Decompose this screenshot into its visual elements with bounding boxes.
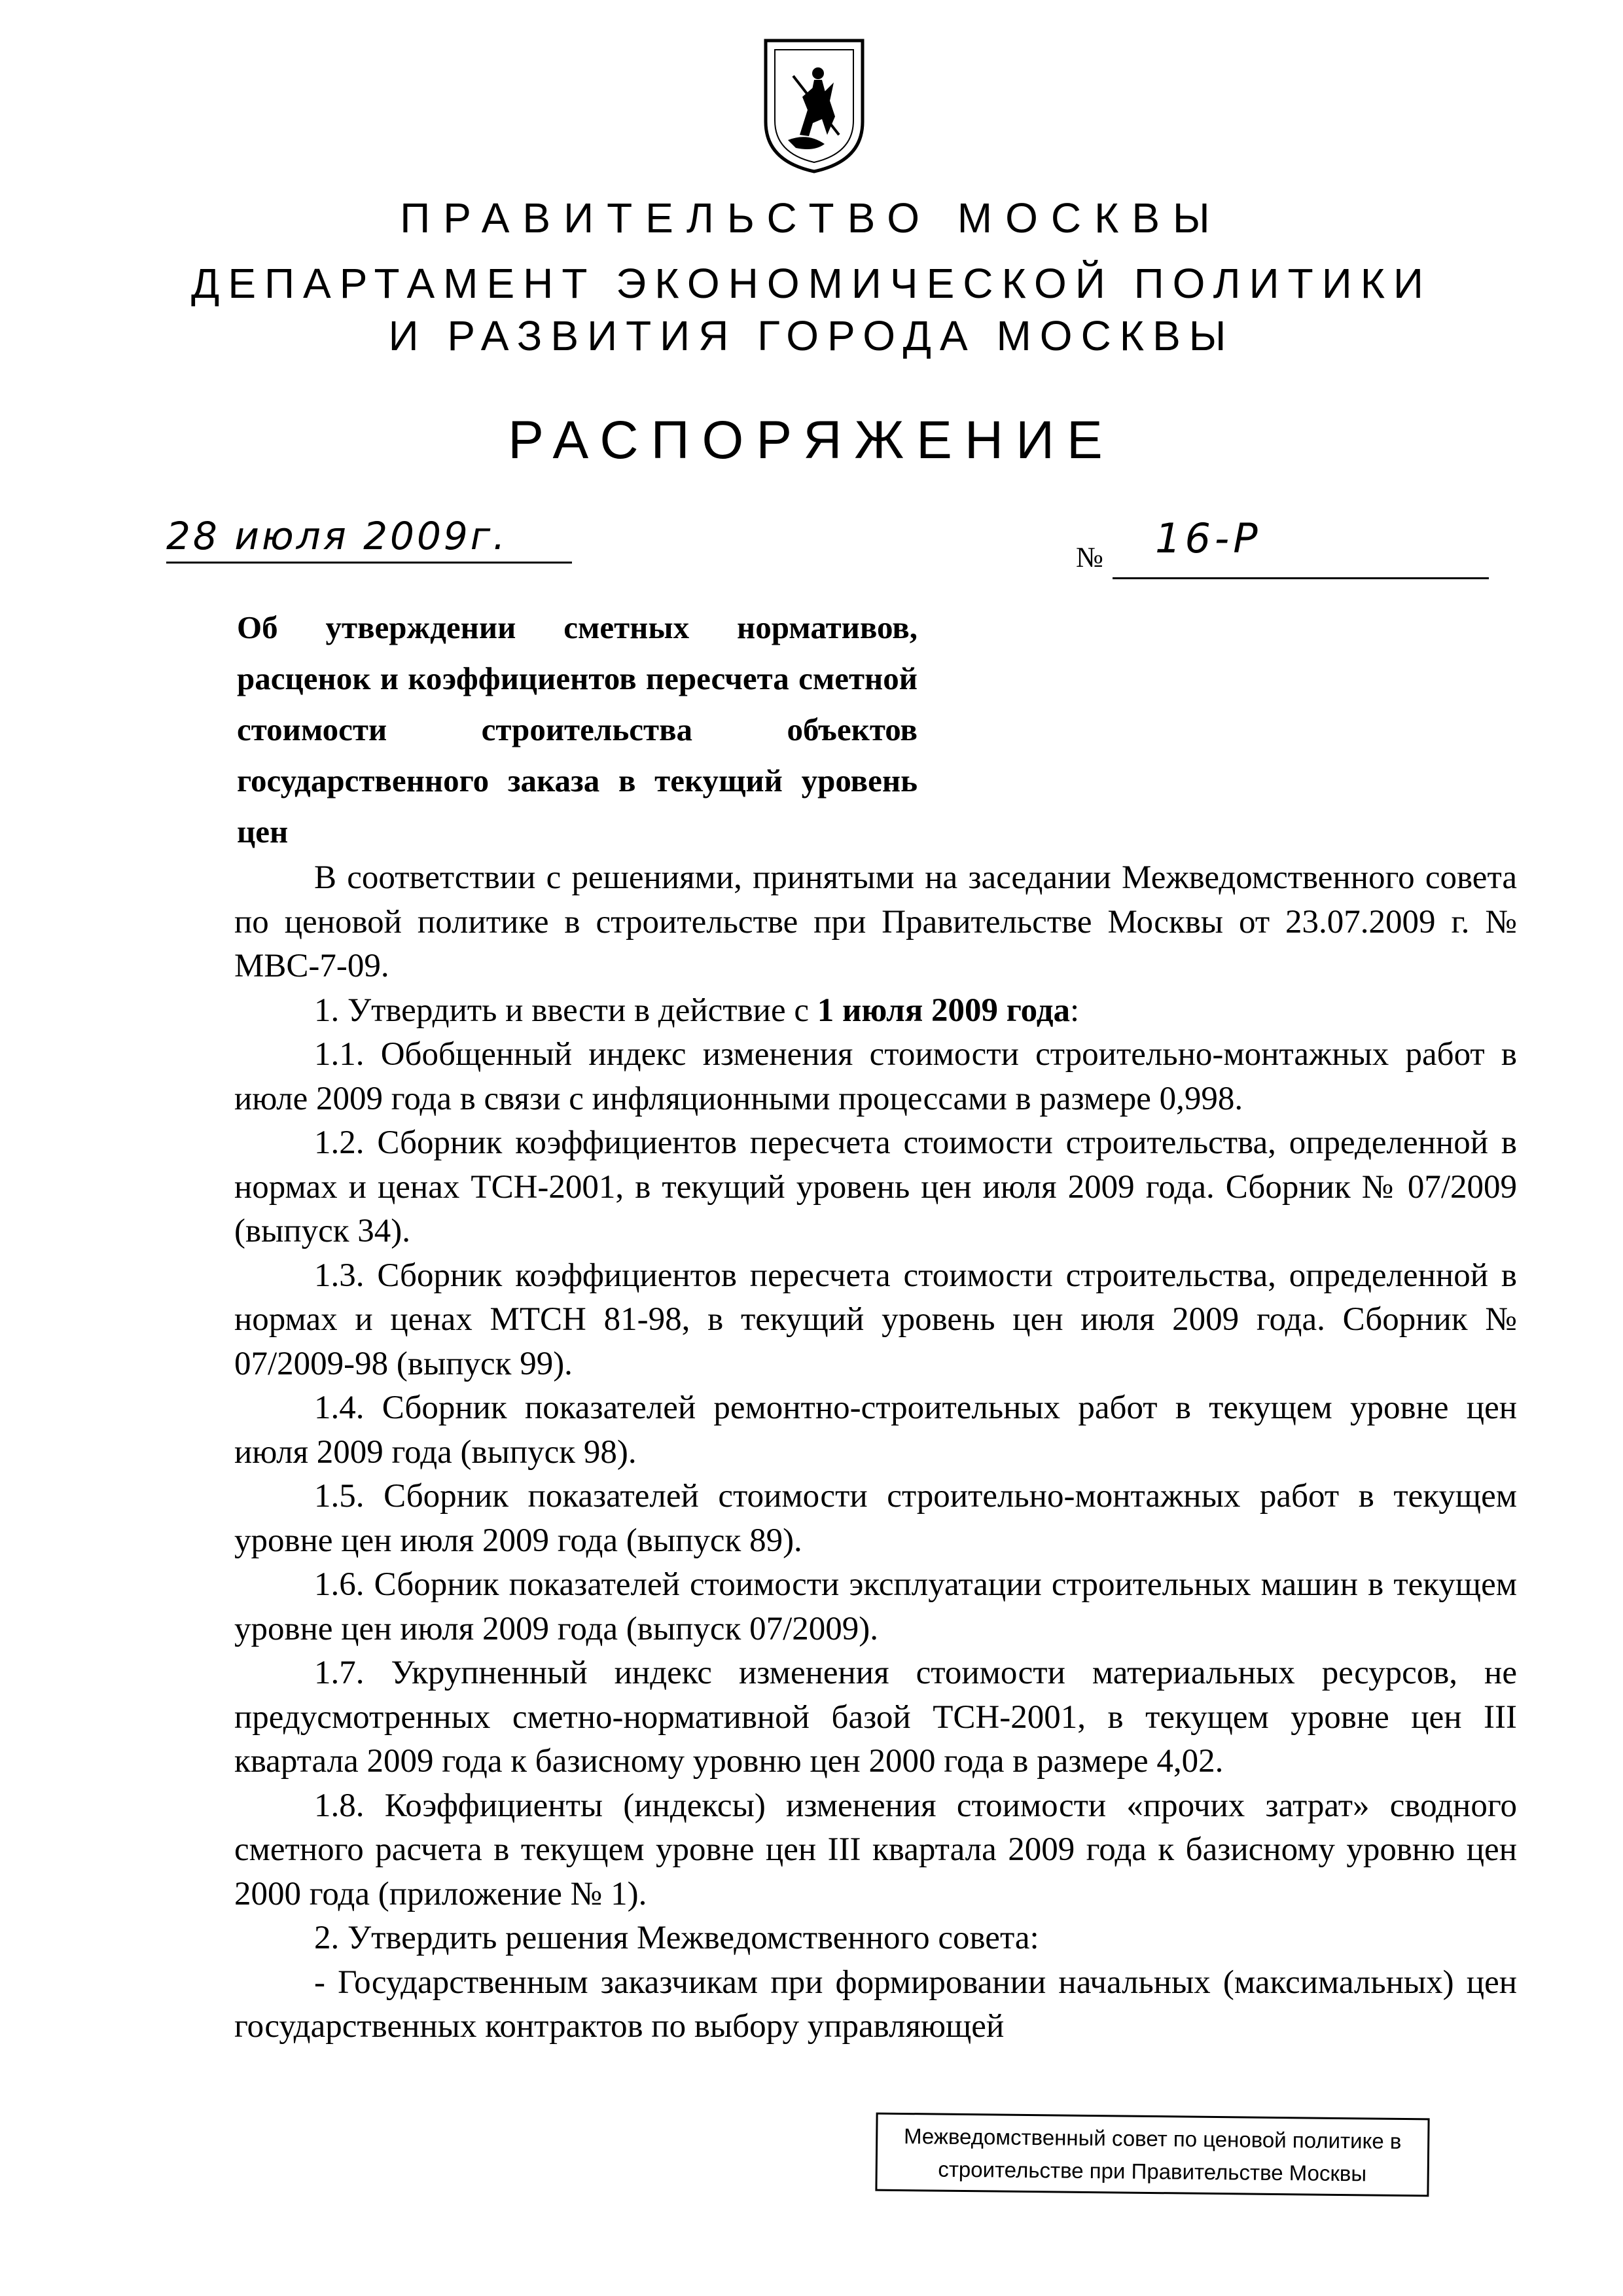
stamp-line1: Межведомственный совет по ценовой политике в: [903, 2124, 1402, 2153]
paragraph-1: [234, 989, 1517, 1033]
paragraph-2-dash: - Государственным заказчикам при формировании начальных (максимальных) цен государственных контрактов по выбору управляющей: [234, 1964, 1517, 2045]
handwritten-date: 28 июля 2009г.: [166, 514, 508, 558]
council-stamp: [875, 2113, 1429, 2197]
paragraph-1-2: 1.2. Сборник коэффициентов пересчета стоимости строительства, определенной в нормах и ценах ТСН-2001, в текущий уровень цен июля 2009 года. Сборник № 07/2009 (выпуск 34).: [234, 1124, 1517, 1249]
moscow-coat-of-arms-icon: [762, 37, 866, 174]
date-underline: [166, 562, 572, 564]
paragraph-1-1: 1.1. Обобщенный индекс изменения стоимости строительно-монтажных работ в июле 2009 года в связи с инфляционными процессами в размере 0,998.: [234, 1036, 1517, 1117]
document-subject: Об утверждении сметных нормативов, расценок и коэффициентов пересчета сметной стоимости строительства объектов государственного заказа в текущий уровень цен: [237, 609, 918, 850]
document-type: РАСПОРЯЖЕНИЕ: [508, 410, 1115, 470]
department-title-line2: И РАЗВИТИЯ ГОРОДА МОСКВЫ: [388, 312, 1235, 359]
stamp-line2: строительстве при Правительстве Москвы: [938, 2157, 1367, 2186]
paragraph-1-8: 1.8. Коэффициенты (индексы) изменения стоимости «прочих затрат» сводного сметного расчета в текущем уровне цен III квартала 2009 года к базисному уровню цен 2000 года (приложение № 1).: [234, 1787, 1517, 1912]
paragraph-1-suffix: :: [1070, 992, 1080, 1029]
paragraph-1-date: 1 июля 2009 года: [817, 992, 1071, 1029]
department-title-line1: ДЕПАРТАМЕНТ ЭКОНОМИЧЕСКОЙ ПОЛИТИКИ: [190, 260, 1433, 307]
government-title: ПРАВИТЕЛЬСТВО МОСКВЫ: [400, 194, 1223, 242]
paragraph-1-prefix: 1. Утвердить и ввести в действие с: [314, 992, 817, 1029]
number-label: №: [1076, 541, 1103, 573]
intro-paragraph: В соответствии с решениями, принятыми на заседании Межведомственного совета по ценовой политике в строительстве при Правительстве Москвы от 23.07.2009 г. № МВС-7-09.: [234, 859, 1517, 984]
paragraph-1-5: 1.5. Сборник показателей стоимости строительно-монтажных работ в текущем уровне цен июля 2009 года (выпуск 89).: [234, 1478, 1517, 1559]
paragraph-1-7: 1.7. Укрупненный индекс изменения стоимости материальных ресурсов, не предусмотренных сметно-нормативной базой ТСН-2001, в текущем уровне цен III квартала 2009 года к базисному уровню цен 2000 года в размере 4,02.: [234, 1655, 1517, 1780]
paragraph-1-6: 1.6. Сборник показателей стоимости эксплуатации строительных машин в текущем уровне цен июля 2009 года (выпуск 07/2009).: [234, 1566, 1517, 1647]
document-body: [234, 856, 1517, 2049]
paragraph-2: 2. Утвердить решения Межведомственного совета:: [314, 1920, 1039, 1956]
number-underline: [1113, 577, 1489, 579]
paragraph-1-4: 1.4. Сборник показателей ремонтно-строительных работ в текущем уровне цен июля 2009 года (выпуск 98).: [234, 1390, 1517, 1471]
handwritten-number: 16-Р: [1155, 514, 1262, 562]
paragraph-1-3: 1.3. Сборник коэффициентов пересчета стоимости строительства, определенной в нормах и ценах МТСН 81-98, в текущий уровень цен июля 2009 года. Сборник № 07/2009-98 (выпуск 99).: [234, 1257, 1517, 1382]
